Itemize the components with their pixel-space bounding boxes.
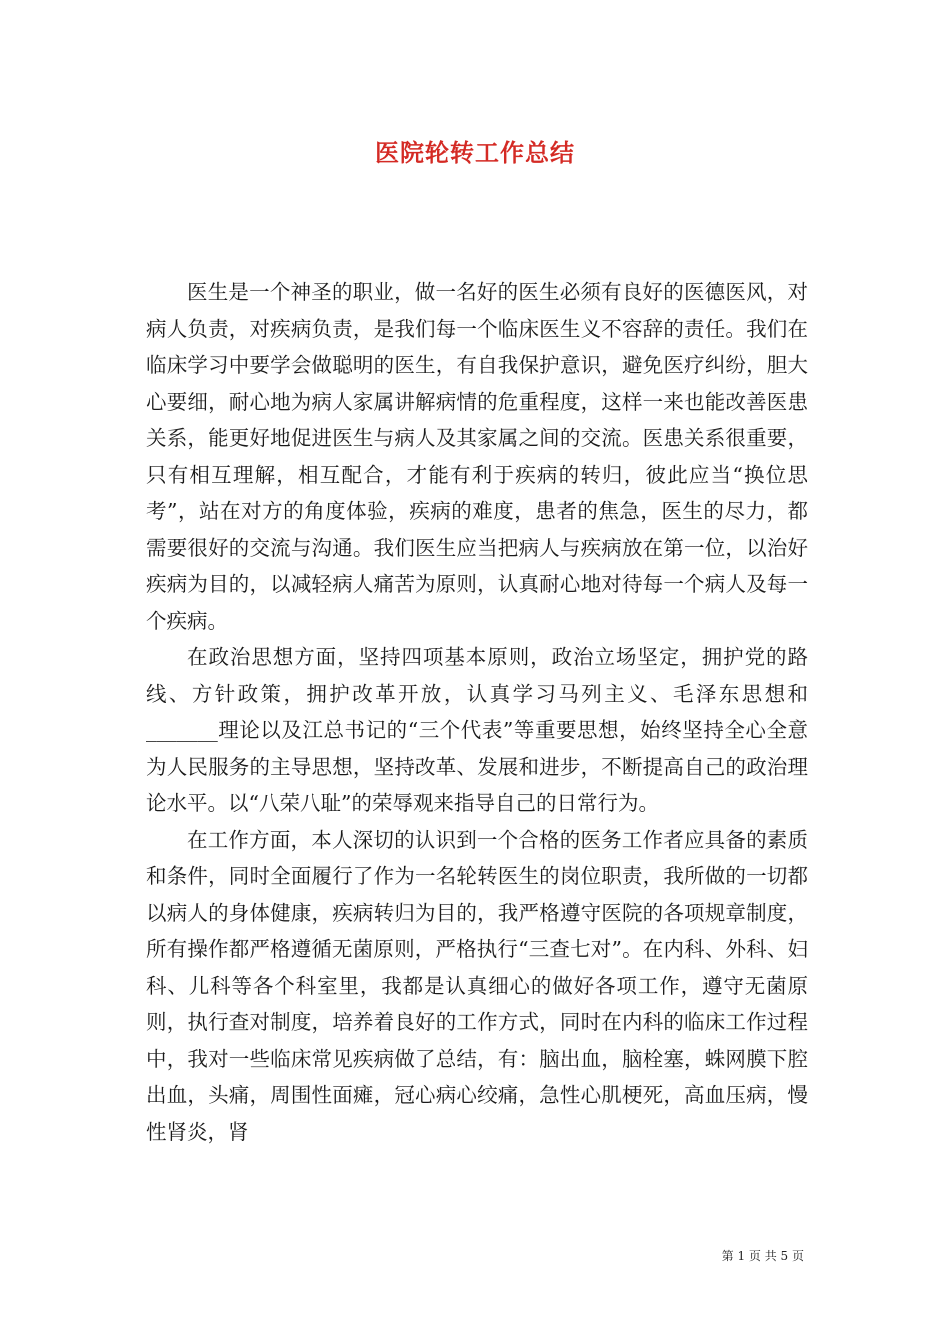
document-body	[146, 274, 808, 1150]
document-title: 医院轮转工作总结	[375, 138, 575, 167]
paragraph-1: 医生是一个神圣的职业，做一名好的医生必须有良好的医德医风，对病人负责，对疾病负责，是我们每一个临床医生义不容辞的责任。我们在临床学习中要学会做聪明的医生，有自我保护意识，避免医疗纠纷，胆大心要细，耐心地为病人家属讲解病情的危重程度，这样一来也能改善医患关系，能更好地促进医生与病人及其家属之间的交流。医患关系很重要，只有相互理解，相互配合，才能有利于疾病的转归，彼此应当“换位思考”，站在对方的角度体验，疾病的难度，患者的焦急，医生的尽力，都需要很好的交流与沟通。我们医生应当把病人与疾病放在第一位，以治好疾病为目的，以减轻病人痛苦为原则，认真耐心地对待每一个病人及每一个疾病。	[146, 280, 808, 633]
paragraph-2: 在政治思想方面，坚持四项基本原则，政治立场坚定，拥护党的路线、方针政策，拥护改革开放，认真学习马列主义、毛泽东思想和_______理论以及江总书记的“三个代表”等重要思想，始终坚持全心全意为人民服务的主导思想，坚持改革、发展和进步，不断提高自己的政治理论水平。以“八荣八耻”的荣辱观来指导自己的日常行为。	[146, 645, 808, 815]
paragraph-3: 在工作方面，本人深切的认识到一个合格的医务工作者应具备的素质和条件，同时全面履行了作为一名轮转医生的岗位职责，我所做的一切都以病人的身体健康，疾病转归为目的，我严格遵守医院的各项规章制度，所有操作都严格遵循无菌原则，严格执行“三查七对”。在内科、外科、妇科、儿科等各个科室里，我都是认真细心的做好各项工作，遵守无菌原则，执行查对制度，培养着良好的工作方式，同时在内科的临床工作过程中，我对一些临床常见疾病做了总结，有：脑出血，脑栓塞，蛛网膜下腔出血，头痛，周围性面瘫，冠心病心绞痛，急性心肌梗死，高血压病，慢性肾炎，肾	[146, 827, 808, 1144]
page-number-footer: 第 1 页 共 5 页	[721, 1249, 804, 1263]
